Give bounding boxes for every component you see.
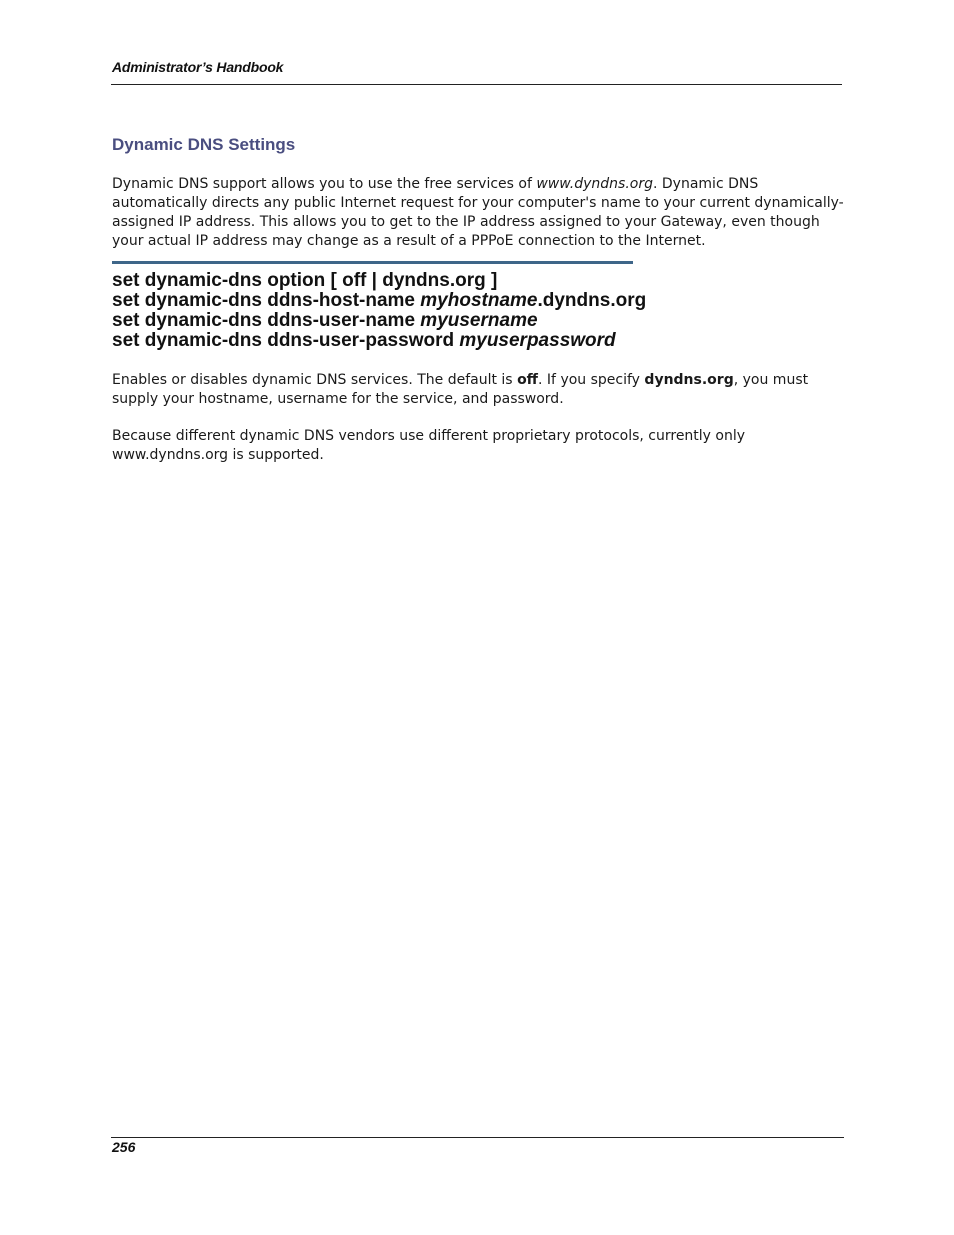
intro-text-start: Dynamic DNS support allows you to use the free services of (112, 176, 537, 192)
intro-paragraph (112, 175, 847, 251)
running-header: Administrator’s Handbook (112, 59, 284, 75)
footer-rule (111, 1137, 844, 1138)
description-paragraph: Enables or disables dynamic DNS services. The default is off. If you specify dyndns.org, you must supply your hostname, username for the service, and password. (112, 372, 809, 407)
command-host-name: set dynamic-dns ddns-host-name myhostname.dyndns.org (112, 290, 647, 311)
vendor-note-paragraph: Because different dynamic DNS vendors use different proprietary protocols, currently only www.dyndns.org is supported. (112, 428, 746, 463)
page-number: 256 (112, 1139, 136, 1155)
dyndns-option-value: dyndns.org (644, 372, 734, 388)
dyndns-link-text: www.dyndns.org (536, 176, 653, 192)
intro-text-end: . Dynamic DNS automatically directs any public Internet request for your computer's name to your current dynamically-assigned IP address. This allows you to get to the IP address assigned to your Gateway, even though your actual IP address may change as a result of a PPPoE connection to the Internet. (112, 176, 844, 249)
command-option: set dynamic-dns option [ off | dyndns.org ] (112, 270, 498, 291)
section-title: Dynamic DNS Settings (112, 135, 296, 154)
default-off-value: off (517, 372, 539, 388)
header-rule (111, 84, 842, 85)
command-rule (112, 261, 633, 264)
command-user-name: set dynamic-dns ddns-user-name myusername (112, 310, 538, 331)
command-user-password: set dynamic-dns ddns-user-password myuserpassword (112, 330, 616, 351)
command-syntax-block (112, 271, 646, 351)
